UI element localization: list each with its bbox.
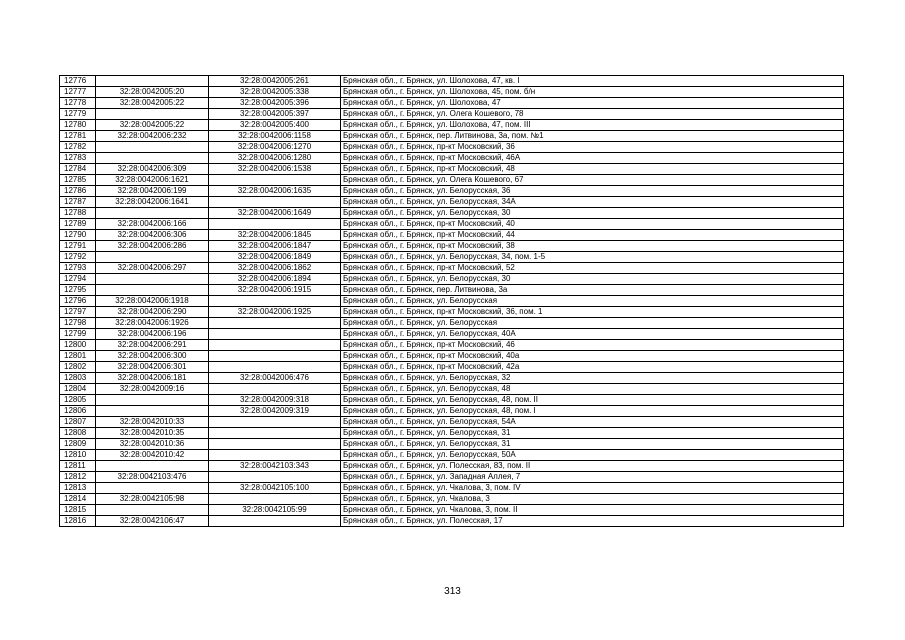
row-number-cell: 12798 [60,318,96,329]
building-cadastral-number-cell [209,384,341,395]
registry-table [59,75,844,527]
row-number-cell: 12776 [60,76,96,87]
address-cell: Брянская обл., г. Брянск, ул. Белорусская, 54А [341,417,844,428]
building-cadastral-number-cell [209,450,341,461]
row-number-cell: 12779 [60,109,96,120]
address-cell: Брянская обл., г. Брянск, ул. Шолохова, 47, пом. III [341,120,844,131]
cadastral-number-cell [96,406,209,417]
address-cell: Брянская обл., г. Брянск, ул. Белорусская, 40А [341,329,844,340]
address-cell: Брянская обл., г. Брянск, пр-кт Московский, 36, пом. 1 [341,307,844,318]
address-cell: Брянская обл., г. Брянск, ул. Белорусская, 32 [341,373,844,384]
address-cell: Брянская обл., г. Брянск, ул. Чкалова, 3, пом. IV [341,483,844,494]
address-cell: Брянская обл., г. Брянск, пр-кт Московский, 46А [341,153,844,164]
address-cell: Брянская обл., г. Брянск, ул. Шолохова, 45, пом. б/н [341,87,844,98]
row-number-cell: 12805 [60,395,96,406]
table-row [60,208,844,219]
address-cell: Брянская обл., г. Брянск, ул. Белорусская, 31 [341,428,844,439]
row-number-cell: 12786 [60,186,96,197]
building-cadastral-number-cell: 32:28:0042105:100 [209,483,341,494]
address-cell: Брянская обл., г. Брянск, ул. Белорусская, 34, пом. 1-5 [341,252,844,263]
table-row [60,219,844,230]
address-cell: Брянская обл., г. Брянск, ул. Чкалова, 3, пом. II [341,505,844,516]
table-row [60,120,844,131]
building-cadastral-number-cell [209,329,341,340]
row-number-cell: 12809 [60,439,96,450]
building-cadastral-number-cell: 32:28:0042006:1649 [209,208,341,219]
building-cadastral-number-cell: 32:28:0042103:343 [209,461,341,472]
building-cadastral-number-cell: 32:28:0042006:476 [209,373,341,384]
cadastral-number-cell: 32:28:0042006:301 [96,362,209,373]
building-cadastral-number-cell: 32:28:0042009:318 [209,395,341,406]
address-cell: Брянская обл., г. Брянск, ул. Белорусская, 50А [341,450,844,461]
row-number-cell: 12789 [60,219,96,230]
row-number-cell: 12778 [60,98,96,109]
building-cadastral-number-cell [209,351,341,362]
registry-table-body [60,76,844,527]
cadastral-number-cell: 32:28:0042006:300 [96,351,209,362]
address-cell: Брянская обл., г. Брянск, пр-кт Московский, 40а [341,351,844,362]
row-number-cell: 12785 [60,175,96,186]
table-row [60,373,844,384]
table-row [60,417,844,428]
row-number-cell: 12790 [60,230,96,241]
address-cell: Брянская обл., г. Брянск, ул. Белорусская [341,318,844,329]
row-number-cell: 12810 [60,450,96,461]
cadastral-number-cell: 32:28:0042006:199 [96,186,209,197]
address-cell: Брянская обл., г. Брянск, ул. Олега Кошевого, 78 [341,109,844,120]
cadastral-number-cell: 32:28:0042006:1918 [96,296,209,307]
table-row [60,131,844,142]
table-row [60,87,844,98]
address-cell: Брянская обл., г. Брянск, ул. Олега Кошевого, 67 [341,175,844,186]
row-number-cell: 12808 [60,428,96,439]
building-cadastral-number-cell: 32:28:0042005:396 [209,98,341,109]
table-row [60,439,844,450]
cadastral-number-cell: 32:28:0042105:98 [96,494,209,505]
row-number-cell: 12781 [60,131,96,142]
building-cadastral-number-cell [209,318,341,329]
table-row [60,428,844,439]
table-row [60,516,844,527]
address-cell: Брянская обл., г. Брянск, ул. Белорусская, 30 [341,208,844,219]
cadastral-number-cell: 32:28:0042006:1926 [96,318,209,329]
row-number-cell: 12806 [60,406,96,417]
table-row [60,362,844,373]
table-row [60,351,844,362]
cadastral-number-cell [96,274,209,285]
table-row [60,274,844,285]
building-cadastral-number-cell: 32:28:0042009:319 [209,406,341,417]
building-cadastral-number-cell [209,494,341,505]
row-number-cell: 12816 [60,516,96,527]
cadastral-number-cell [96,252,209,263]
cadastral-number-cell: 32:28:0042010:42 [96,450,209,461]
row-number-cell: 12801 [60,351,96,362]
cadastral-number-cell [96,142,209,153]
address-cell: Брянская обл., г. Брянск, пер. Литвинова, 3а, пом. №1 [341,131,844,142]
address-cell: Брянская обл., г. Брянск, ул. Белорусская, 48 [341,384,844,395]
address-cell: Брянская обл., г. Брянск, ул. Полесская, 17 [341,516,844,527]
row-number-cell: 12804 [60,384,96,395]
building-cadastral-number-cell [209,197,341,208]
address-cell: Брянская обл., г. Брянск, ул. Белорусская, 48, пом. I [341,406,844,417]
table-row [60,109,844,120]
building-cadastral-number-cell [209,428,341,439]
cadastral-number-cell: 32:28:0042006:291 [96,340,209,351]
row-number-cell: 12811 [60,461,96,472]
cadastral-number-cell: 32:28:0042006:309 [96,164,209,175]
table-row [60,252,844,263]
building-cadastral-number-cell [209,439,341,450]
address-cell: Брянская обл., г. Брянск, ул. Западная Аллея, 7 [341,472,844,483]
building-cadastral-number-cell: 32:28:0042006:1894 [209,274,341,285]
building-cadastral-number-cell: 32:28:0042006:1847 [209,241,341,252]
building-cadastral-number-cell: 32:28:0042006:1270 [209,142,341,153]
row-number-cell: 12802 [60,362,96,373]
building-cadastral-number-cell: 32:28:0042005:261 [209,76,341,87]
cadastral-number-cell [96,109,209,120]
address-cell: Брянская обл., г. Брянск, ул. Белорусская, 36 [341,186,844,197]
address-cell: Брянская обл., г. Брянск, пр-кт Московский, 52 [341,263,844,274]
row-number-cell: 12812 [60,472,96,483]
row-number-cell: 12783 [60,153,96,164]
building-cadastral-number-cell [209,296,341,307]
table-row [60,406,844,417]
table-row [60,340,844,351]
table-row [60,186,844,197]
address-cell: Брянская обл., г. Брянск, пр-кт Московский, 38 [341,241,844,252]
cadastral-number-cell: 32:28:0042103:476 [96,472,209,483]
table-row [60,175,844,186]
building-cadastral-number-cell: 32:28:0042006:1538 [209,164,341,175]
building-cadastral-number-cell [209,516,341,527]
cadastral-number-cell: 32:28:0042005:22 [96,98,209,109]
building-cadastral-number-cell [209,340,341,351]
row-number-cell: 12815 [60,505,96,516]
building-cadastral-number-cell: 32:28:0042006:1862 [209,263,341,274]
address-cell: Брянская обл., г. Брянск, ул. Шолохова, 47 [341,98,844,109]
table-row [60,450,844,461]
cadastral-number-cell: 32:28:0042005:22 [96,120,209,131]
cadastral-number-cell [96,208,209,219]
cadastral-number-cell: 32:28:0042006:286 [96,241,209,252]
row-number-cell: 12814 [60,494,96,505]
cadastral-number-cell: 32:28:0042006:306 [96,230,209,241]
cadastral-number-cell: 32:28:0042006:1641 [96,197,209,208]
address-cell: Брянская обл., г. Брянск, пер. Литвинова, 3а [341,285,844,296]
building-cadastral-number-cell: 32:28:0042006:1280 [209,153,341,164]
table-row [60,164,844,175]
address-cell: Брянская обл., г. Брянск, ул. Белорусская, 34А [341,197,844,208]
address-cell: Брянская обл., г. Брянск, пр-кт Московский, 44 [341,230,844,241]
building-cadastral-number-cell [209,472,341,483]
row-number-cell: 12777 [60,87,96,98]
address-cell: Брянская обл., г. Брянск, пр-кт Московский, 36 [341,142,844,153]
row-number-cell: 12796 [60,296,96,307]
row-number-cell: 12794 [60,274,96,285]
building-cadastral-number-cell: 32:28:0042005:397 [209,109,341,120]
cadastral-number-cell: 32:28:0042010:36 [96,439,209,450]
table-row [60,307,844,318]
table-row [60,395,844,406]
row-number-cell: 12782 [60,142,96,153]
table-row [60,230,844,241]
building-cadastral-number-cell: 32:28:0042005:338 [209,87,341,98]
cadastral-number-cell: 32:28:0042006:181 [96,373,209,384]
address-cell: Брянская обл., г. Брянск, ул. Белорусская [341,296,844,307]
row-number-cell: 12784 [60,164,96,175]
table-row [60,76,844,87]
address-cell: Брянская обл., г. Брянск, ул. Шолохова, 47, кв. I [341,76,844,87]
table-row [60,263,844,274]
building-cadastral-number-cell: 32:28:0042006:1635 [209,186,341,197]
table-row [60,494,844,505]
table-row [60,318,844,329]
cadastral-number-cell: 32:28:0042006:290 [96,307,209,318]
row-number-cell: 12788 [60,208,96,219]
row-number-cell: 12803 [60,373,96,384]
building-cadastral-number-cell [209,362,341,373]
row-number-cell: 12787 [60,197,96,208]
building-cadastral-number-cell [209,219,341,230]
cadastral-number-cell: 32:28:0042006:196 [96,329,209,340]
table-row [60,153,844,164]
address-cell: Брянская обл., г. Брянск, пр-кт Московский, 40 [341,219,844,230]
table-row [60,241,844,252]
row-number-cell: 12791 [60,241,96,252]
cadastral-number-cell [96,461,209,472]
row-number-cell: 12780 [60,120,96,131]
address-cell: Брянская обл., г. Брянск, ул. Белорусская, 31 [341,439,844,450]
cadastral-number-cell [96,76,209,87]
table-row [60,197,844,208]
row-number-cell: 12797 [60,307,96,318]
building-cadastral-number-cell: 32:28:0042006:1925 [209,307,341,318]
table-row [60,285,844,296]
cadastral-number-cell [96,395,209,406]
cadastral-number-cell [96,505,209,516]
row-number-cell: 12792 [60,252,96,263]
table-row [60,483,844,494]
cadastral-number-cell: 32:28:0042006:166 [96,219,209,230]
table-row [60,505,844,516]
table-row [60,472,844,483]
building-cadastral-number-cell: 32:28:0042006:1845 [209,230,341,241]
building-cadastral-number-cell [209,417,341,428]
table-row [60,142,844,153]
row-number-cell: 12807 [60,417,96,428]
cadastral-number-cell [96,285,209,296]
row-number-cell: 12813 [60,483,96,494]
address-cell: Брянская обл., г. Брянск, пр-кт Московский, 42а [341,362,844,373]
building-cadastral-number-cell: 32:28:0042006:1158 [209,131,341,142]
row-number-cell: 12799 [60,329,96,340]
row-number-cell: 12795 [60,285,96,296]
table-row [60,384,844,395]
row-number-cell: 12800 [60,340,96,351]
cadastral-number-cell: 32:28:0042010:33 [96,417,209,428]
cadastral-number-cell [96,483,209,494]
row-number-cell: 12793 [60,263,96,274]
address-cell: Брянская обл., г. Брянск, ул. Полесская, 83, пом. II [341,461,844,472]
cadastral-number-cell: 32:28:0042006:1621 [96,175,209,186]
address-cell: Брянская обл., г. Брянск, ул. Чкалова, 3 [341,494,844,505]
address-cell: Брянская обл., г. Брянск, пр-кт Московский, 46 [341,340,844,351]
cadastral-number-cell: 32:28:0042106:47 [96,516,209,527]
building-cadastral-number-cell: 32:28:0042006:1849 [209,252,341,263]
building-cadastral-number-cell: 32:28:0042005:400 [209,120,341,131]
table-row [60,296,844,307]
page-number: 313 [444,586,461,597]
building-cadastral-number-cell: 32:28:0042105:99 [209,505,341,516]
cadastral-number-cell: 32:28:0042005:20 [96,87,209,98]
cadastral-number-cell: 32:28:0042009:16 [96,384,209,395]
cadastral-number-cell: 32:28:0042010:35 [96,428,209,439]
building-cadastral-number-cell: 32:28:0042006:1915 [209,285,341,296]
cadastral-number-cell [96,153,209,164]
address-cell: Брянская обл., г. Брянск, ул. Белорусская, 48, пом. II [341,395,844,406]
table-row [60,461,844,472]
cadastral-number-cell: 32:28:0042006:297 [96,263,209,274]
address-cell: Брянская обл., г. Брянск, пр-кт Московский, 48 [341,164,844,175]
table-row [60,329,844,340]
building-cadastral-number-cell [209,175,341,186]
table-row [60,98,844,109]
address-cell: Брянская обл., г. Брянск, ул. Белорусская, 30 [341,274,844,285]
cadastral-number-cell: 32:28:0042006:232 [96,131,209,142]
